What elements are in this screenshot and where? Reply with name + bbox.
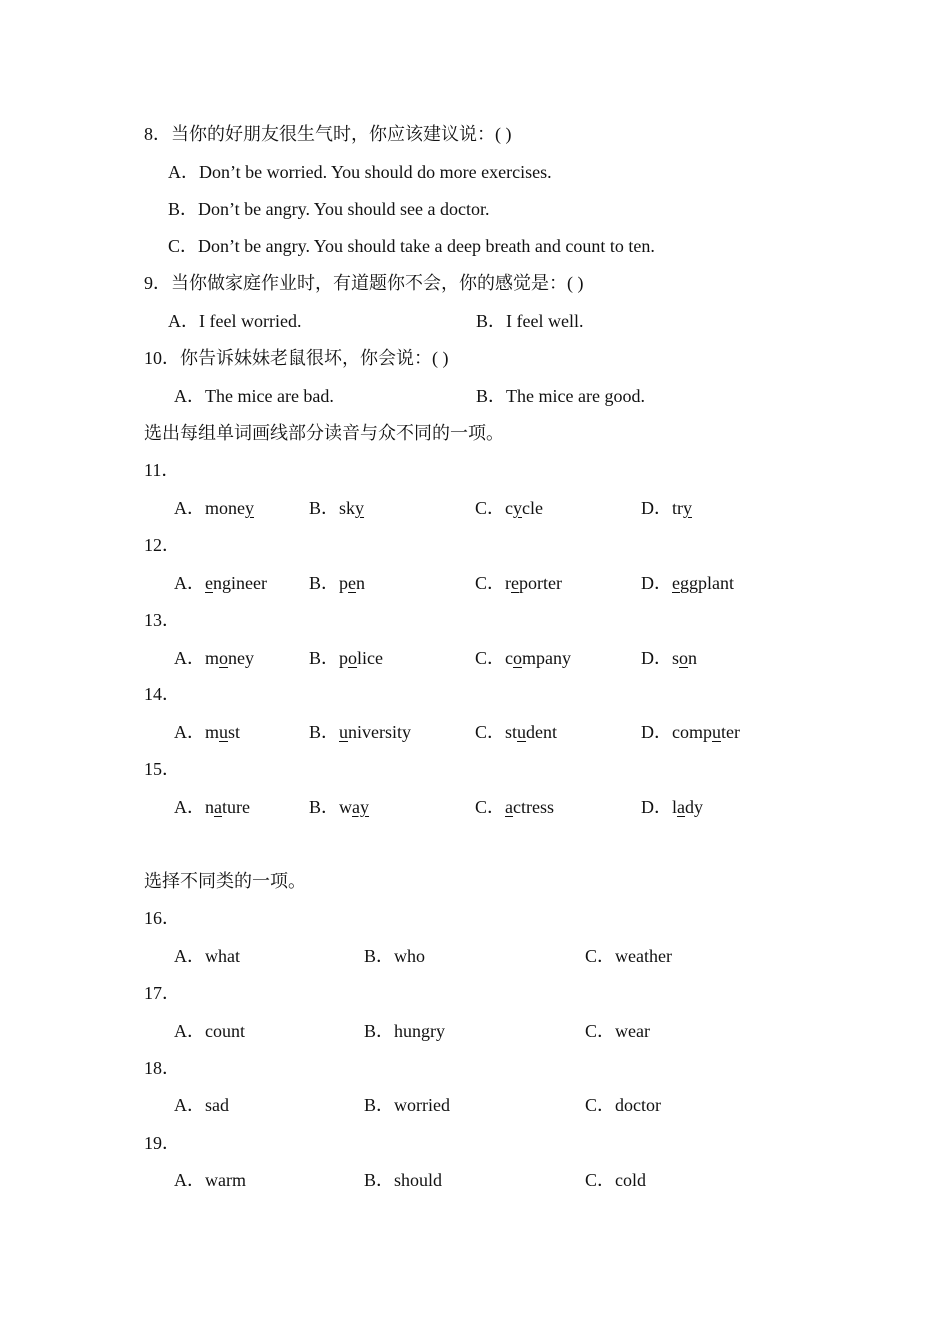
q16-option-a[interactable]: A．what xyxy=(174,946,240,966)
q12-number: 12． xyxy=(144,535,180,555)
word-part: m xyxy=(205,648,220,668)
q13-number: 13． xyxy=(144,610,180,630)
underlined-part: e xyxy=(205,573,213,593)
q16-option-b[interactable]: B．who xyxy=(364,946,426,966)
q12-option-b[interactable] xyxy=(309,570,365,596)
underlined-part: u xyxy=(339,722,349,742)
q15-option-c[interactable] xyxy=(475,794,554,820)
underlined-part: a xyxy=(505,797,514,817)
q15-option-a[interactable] xyxy=(174,794,250,820)
word-part: mone xyxy=(205,498,245,518)
word-part: l xyxy=(672,797,678,817)
underlined-part: o xyxy=(513,648,523,668)
word-part: sk xyxy=(339,498,356,518)
word-part: s xyxy=(672,648,680,668)
option-letter: C． xyxy=(475,722,506,742)
q8-stem: 8．当你的好朋友很生气时，你应该建议说：( ) xyxy=(144,124,512,144)
q16-number: 16． xyxy=(144,908,180,928)
q14-option-b[interactable] xyxy=(309,719,411,745)
word-part: r xyxy=(505,573,512,593)
category-instruction: 选择不同类的一项。 xyxy=(144,871,306,891)
option-letter: C． xyxy=(475,498,506,518)
underlined-part: u xyxy=(712,722,721,742)
q17-option-b[interactable]: B．hungry xyxy=(364,1021,445,1041)
q14-number: 14． xyxy=(144,684,180,704)
q14-option-d[interactable] xyxy=(641,719,740,745)
q13-option-b[interactable] xyxy=(309,645,383,671)
option-letter: C． xyxy=(475,797,506,817)
q9-stem: 9．当你做家庭作业时，有道题你不会，你的感觉是：( ) xyxy=(144,273,584,293)
q12-option-d[interactable] xyxy=(641,570,734,596)
word-part: c xyxy=(505,648,514,668)
word-part: ggplant xyxy=(680,573,734,593)
word-part: porter xyxy=(519,573,562,593)
word-part: ctress xyxy=(513,797,554,817)
word-part: n xyxy=(356,573,366,593)
q13-option-d[interactable] xyxy=(641,645,697,671)
underlined-part: a xyxy=(677,797,686,817)
underlined-part: e xyxy=(348,573,357,593)
q12-option-a[interactable] xyxy=(174,570,267,596)
underlined-part: u xyxy=(219,722,229,742)
option-letter: B． xyxy=(309,498,340,518)
underlined-part: a xyxy=(214,797,222,817)
q15-option-d[interactable] xyxy=(641,794,703,820)
word-part: n xyxy=(688,648,698,668)
q18-option-c[interactable]: C．doctor xyxy=(585,1095,661,1115)
word-part: st xyxy=(505,722,518,742)
underlined-part: e xyxy=(672,573,680,593)
word-part: comp xyxy=(672,722,712,742)
word-part: w xyxy=(339,797,353,817)
word-part: ngineer xyxy=(213,573,267,593)
option-letter: D． xyxy=(641,722,672,742)
underlined-part: y xyxy=(245,498,254,518)
option-letter: D． xyxy=(641,797,672,817)
q9-option-a[interactable]: A．I feel worried. xyxy=(168,311,302,331)
word-part: mpany xyxy=(522,648,572,668)
word-part: ture xyxy=(222,797,250,817)
word-part: niversity xyxy=(348,722,412,742)
q14-option-c[interactable] xyxy=(475,719,557,745)
q8-option-b[interactable]: B．Don’t be angry. You should see a doctor. xyxy=(168,199,490,219)
underlined-part: e xyxy=(511,573,520,593)
word-part: ter xyxy=(721,722,740,742)
word-part: p xyxy=(339,648,349,668)
option-letter: B． xyxy=(309,573,340,593)
word-part: p xyxy=(339,573,349,593)
q10-option-b[interactable]: B．The mice are good. xyxy=(476,386,645,406)
q8-option-c[interactable]: C．Don’t be angry. You should take a deep breath and count to ten. xyxy=(168,236,655,256)
q9-option-b[interactable]: B．I feel well. xyxy=(476,311,584,331)
underlined-part: y xyxy=(513,498,523,518)
q11-option-b[interactable] xyxy=(309,495,364,521)
option-letter: C． xyxy=(475,573,506,593)
q13-option-c[interactable] xyxy=(475,645,571,671)
option-letter: A． xyxy=(174,573,205,593)
q12-option-c[interactable] xyxy=(475,570,562,596)
underlined-part: u xyxy=(517,722,527,742)
option-letter: B． xyxy=(309,797,340,817)
option-letter: D． xyxy=(641,573,672,593)
q13-option-a[interactable] xyxy=(174,645,254,671)
underlined-part: o xyxy=(348,648,358,668)
q17-number: 17． xyxy=(144,983,180,1003)
word-part: st xyxy=(228,722,241,742)
option-letter: B． xyxy=(309,648,340,668)
q11-number: 11． xyxy=(144,460,180,480)
underlined-part: ay xyxy=(352,797,370,817)
q8-option-a[interactable]: A．Don’t be worried. You should do more exercises. xyxy=(168,162,552,182)
q19-option-b[interactable]: B．should xyxy=(364,1170,443,1190)
word-part: tr xyxy=(672,498,683,518)
q10-stem: 10．你告诉妹妹老鼠很坏，你会说：( ) xyxy=(144,348,449,368)
q19-option-c[interactable]: C．cold xyxy=(585,1170,646,1190)
q14-option-a[interactable] xyxy=(174,719,240,745)
word-part: n xyxy=(205,797,214,817)
q17-option-a[interactable]: A．count xyxy=(174,1021,245,1041)
option-letter: A． xyxy=(174,797,205,817)
q16-option-c[interactable]: C．weather xyxy=(585,946,672,966)
q15-option-b[interactable] xyxy=(309,794,369,820)
q18-number: 18． xyxy=(144,1058,180,1078)
word-part: c xyxy=(505,498,514,518)
q10-option-a[interactable]: A．The mice are bad. xyxy=(174,386,334,406)
option-letter: C． xyxy=(475,648,506,668)
word-part: lice xyxy=(357,648,383,668)
q11-option-a[interactable] xyxy=(174,495,254,521)
q11-option-c[interactable] xyxy=(475,495,543,521)
underlined-part: y xyxy=(683,498,692,518)
q15-number: 15． xyxy=(144,759,180,779)
option-letter: D． xyxy=(641,498,672,518)
option-letter: D． xyxy=(641,648,672,668)
word-part: m xyxy=(205,722,220,742)
option-letter: A． xyxy=(174,498,205,518)
option-letter: B． xyxy=(309,722,340,742)
q17-option-c[interactable]: C．wear xyxy=(585,1021,650,1041)
word-part: dent xyxy=(526,722,558,742)
word-part: ney xyxy=(228,648,255,668)
underlined-part: o xyxy=(219,648,229,668)
phonics-instruction: 选出每组单词画线部分读音与众不同的一项。 xyxy=(144,423,504,443)
q18-option-a[interactable]: A．sad xyxy=(174,1095,229,1115)
q18-option-b[interactable]: B．worried xyxy=(364,1095,450,1115)
q19-number: 19． xyxy=(144,1133,180,1153)
word-part: dy xyxy=(685,797,704,817)
underlined-part: o xyxy=(679,648,689,668)
option-letter: A． xyxy=(174,648,205,668)
underlined-part: y xyxy=(355,498,365,518)
q19-option-a[interactable]: A．warm xyxy=(174,1170,246,1190)
word-part: cle xyxy=(522,498,543,518)
option-letter: A． xyxy=(174,722,205,742)
q11-option-d[interactable] xyxy=(641,495,692,521)
